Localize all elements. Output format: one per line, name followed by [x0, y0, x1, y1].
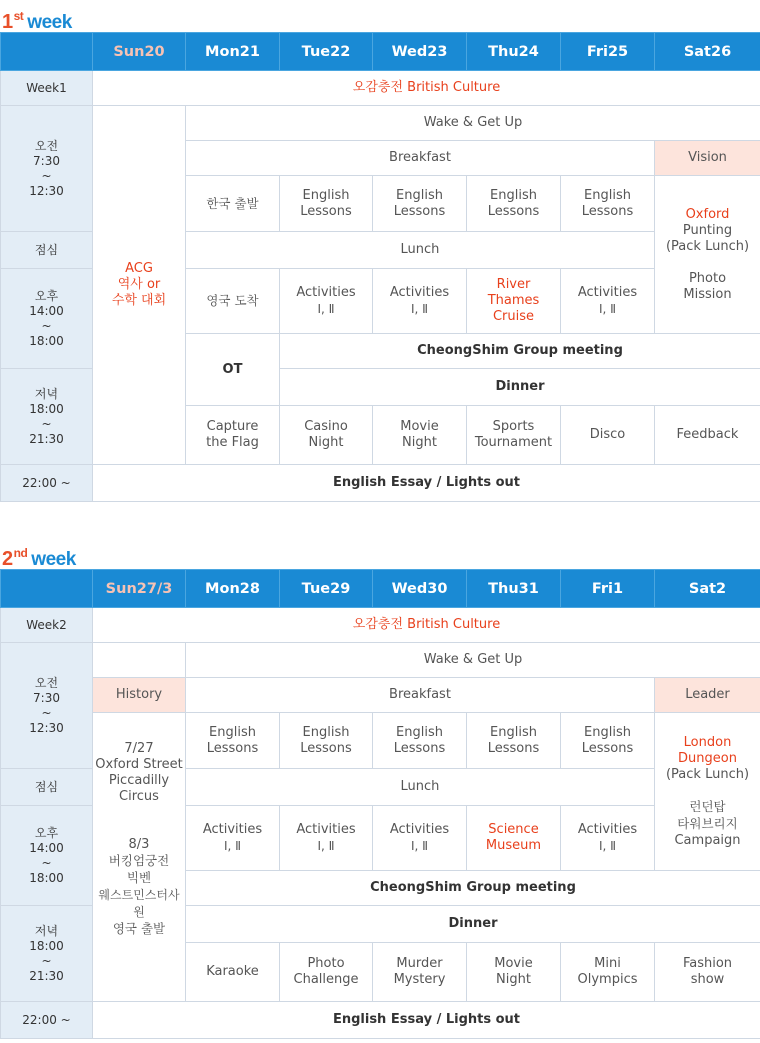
- evening-mon-cell: Photo Challenge: [280, 943, 373, 1002]
- evening-tue-cell: Casino Night: [280, 406, 373, 465]
- afternoon-wed-cell: Activities Ⅰ, Ⅱ: [373, 269, 467, 334]
- lunch-cell: Lunch: [186, 769, 655, 806]
- day-header-mon: Mon21: [186, 33, 280, 71]
- time-label-evening: 저녁 18:00 ~ 21:30: [1, 369, 93, 465]
- afternoon-fri-cell: Activities Ⅰ, Ⅱ: [561, 269, 655, 334]
- morning-wed-cell: English Lessons: [373, 713, 467, 769]
- afternoon-thu-cell: Science Museum: [467, 806, 561, 871]
- sunday-trip-cell: 7/27 Oxford Street Piccadilly Circus 8/3 버킹엄궁전 빅벤 웨스트민스터사원 영국 출발: [93, 713, 186, 1002]
- day-header-tue: Tue29: [280, 570, 373, 608]
- morning-tue-cell: English Lessons: [280, 176, 373, 232]
- morning-tue-cell: English Lessons: [280, 713, 373, 769]
- theme-cell: 오감충전 British Culture: [93, 71, 760, 106]
- morning-wed-cell: English Lessons: [373, 176, 467, 232]
- evening-tue-cell: Murder Mystery: [373, 943, 467, 1002]
- day-header-wed: Wed23: [373, 33, 467, 71]
- evening-wed-cell: Movie Night: [467, 943, 561, 1002]
- header-corner: [1, 33, 93, 71]
- day-header-sun: Sun20: [93, 33, 186, 71]
- theme-cell: 오감충전 British Culture: [93, 608, 760, 643]
- sunday-special-cell: ACG 역사 or 수학 대회: [93, 106, 186, 465]
- day-header-thu: Thu24: [467, 33, 561, 71]
- day-header-fri: Fri25: [561, 33, 655, 71]
- afternoon-tue-cell: Activities Ⅰ, Ⅱ: [280, 269, 373, 334]
- day-header-thu: Thu31: [467, 570, 561, 608]
- time-label-evening: 저녁 18:00 ~ 21:30: [1, 906, 93, 1002]
- sun-breakfast-cell: History: [93, 678, 186, 713]
- week2-title: 2nd week: [2, 546, 76, 570]
- week1-title: 1st week: [2, 9, 72, 33]
- lunch-cell: Lunch: [186, 232, 655, 269]
- dinner-cell: Dinner: [280, 369, 760, 406]
- time-label-afternoon: 오후 14:00 ~ 18:00: [1, 269, 93, 369]
- group-meeting-cell: CheongShim Group meeting: [280, 334, 760, 369]
- group-meeting-cell: CheongShim Group meeting: [186, 871, 760, 906]
- week1-schedule-table: [0, 32, 760, 502]
- evening-fri-cell: Disco: [561, 406, 655, 465]
- time-label-morning: 오전 7:30 ~ 12:30: [1, 106, 93, 232]
- day-header-mon: Mon28: [186, 570, 280, 608]
- ot-cell: OT: [186, 334, 280, 406]
- day-header-sun: Sun27/3: [93, 570, 186, 608]
- morning-fri-cell: English Lessons: [561, 713, 655, 769]
- header-corner: [1, 570, 93, 608]
- afternoon-thu-cell: River Thames Cruise: [467, 269, 561, 334]
- header-row: [1, 33, 760, 71]
- afternoon-tue-cell: Activities Ⅰ, Ⅱ: [280, 806, 373, 871]
- time-label-week: Week2: [1, 608, 93, 643]
- morning-thu-cell: English Lessons: [467, 713, 561, 769]
- evening-fri-cell: Fashion show: [655, 943, 760, 1002]
- afternoon-wed-cell: Activities Ⅰ, Ⅱ: [373, 806, 467, 871]
- day-header-fri: Fri1: [561, 570, 655, 608]
- morning-fri-cell: English Lessons: [561, 176, 655, 232]
- time-label-lunch: 점심: [1, 769, 93, 806]
- time-label-week: Week1: [1, 71, 93, 106]
- time-label-morning: 오전 7:30 ~ 12:30: [1, 643, 93, 769]
- sat-breakfast-cell: Leader: [655, 678, 760, 713]
- evening-thu-cell: Mini Olympics: [561, 943, 655, 1002]
- day-header-tue: Tue22: [280, 33, 373, 71]
- afternoon-mon-cell: 영국 도착: [186, 269, 280, 334]
- time-label-lunch: 점심: [1, 232, 93, 269]
- evening-sat-cell: Feedback: [655, 406, 760, 465]
- day-header-sat: Sat2: [655, 570, 760, 608]
- morning-mon-cell: English Lessons: [186, 713, 280, 769]
- breakfast-cell: Breakfast: [186, 141, 655, 176]
- dinner-cell: Dinner: [186, 906, 760, 943]
- morning-thu-cell: English Lessons: [467, 176, 561, 232]
- sat-trip-cell: Oxford Punting (Pack Lunch) Photo Mission: [655, 176, 760, 334]
- sun-blank-cell: [93, 643, 186, 678]
- day-header-wed: Wed30: [373, 570, 467, 608]
- time-label-afternoon: 오후 14:00 ~ 18:00: [1, 806, 93, 906]
- night-cell: English Essay / Lights out: [93, 465, 760, 502]
- afternoon-mon-cell: Activities Ⅰ, Ⅱ: [186, 806, 280, 871]
- day-header-sat: Sat26: [655, 33, 760, 71]
- week2-schedule-table: [0, 569, 760, 1039]
- evening-thu-cell: Sports Tournament: [467, 406, 561, 465]
- sat-trip-cell: London Dungeon (Pack Lunch) 런던탑 타워브리지 Campaign: [655, 713, 760, 871]
- time-label-night: 22:00 ~: [1, 1002, 93, 1039]
- wake-cell: Wake & Get Up: [186, 643, 760, 678]
- wake-cell: Wake & Get Up: [186, 106, 760, 141]
- breakfast-cell: Breakfast: [186, 678, 655, 713]
- time-label-night: 22:00 ~: [1, 465, 93, 502]
- evening-sun-cell: Karaoke: [186, 943, 280, 1002]
- sat-breakfast-cell: Vision: [655, 141, 760, 176]
- morning-mon-cell: 한국 출발: [186, 176, 280, 232]
- afternoon-fri-cell: Activities Ⅰ, Ⅱ: [561, 806, 655, 871]
- evening-wed-cell: Movie Night: [373, 406, 467, 465]
- evening-mon-cell: Capture the Flag: [186, 406, 280, 465]
- header-row: [1, 570, 760, 608]
- night-cell: English Essay / Lights out: [93, 1002, 760, 1039]
